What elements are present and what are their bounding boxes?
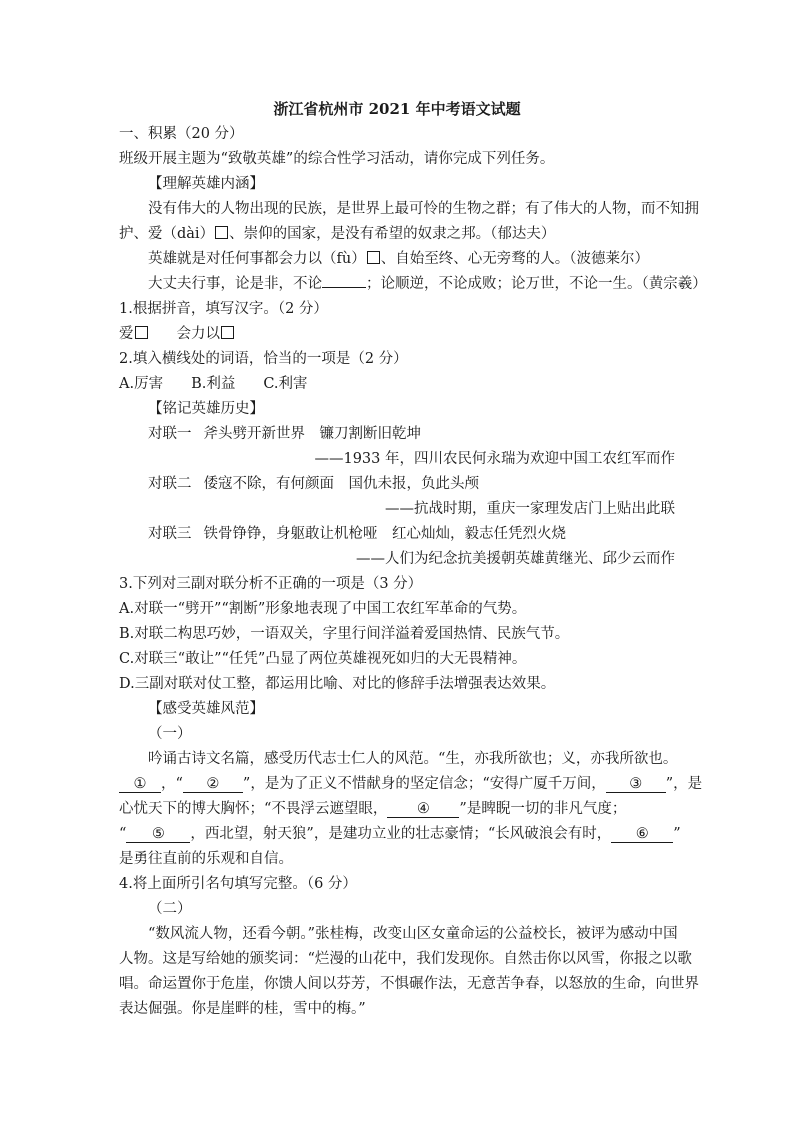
question-1-answers	[119, 323, 675, 345]
blank-5: ⑤	[126, 826, 190, 843]
passage-line: “数风流人物，还看今朝。”张桂梅，改变山区女童命运的公益校长，被评为感动中国	[148, 926, 678, 942]
passage-text: ”，是为了正义不惜献身的坚定信念；“安得广厦千万间，	[242, 776, 606, 792]
couplet-source: ——抗战时期，重庆一家理发店门上贴出此联	[385, 501, 675, 517]
answer-label: 爱	[119, 326, 134, 342]
couplet-source: ——1933 年，四川农民何永瑞为欢迎中国工农红军而作	[314, 451, 675, 467]
blank-2: ②	[183, 776, 243, 793]
blank-6: ⑥	[611, 826, 673, 843]
couplet-text: 倭寇不除，有何颜面 国仇未报，负此头颅	[203, 476, 479, 492]
passage-text: 心忧天下的博大胸怀；“不畏浮云遮望眼，	[119, 801, 388, 817]
option-c: C.对联三“敢让”“任凭”凸显了两位英雄视死如归的大无畏精神。	[119, 651, 527, 667]
option-b: B.利益	[191, 376, 236, 392]
passage-line: ① ，“ ② ”，是为了正义不惜献身的坚定信念；“安得广厦千万间， ③ ”，是	[119, 773, 675, 795]
passage-line: 是勇往直前的乐观和自信。	[119, 851, 293, 867]
couplet-1	[148, 423, 675, 445]
part-label-history: 【铭记英雄历史】	[148, 401, 264, 417]
couplet-3	[148, 523, 675, 545]
passage-line: 吟诵古诗文名篇，感受历代志士仁人的风范。“生，亦我所欲也；义，亦我所欲也。	[148, 751, 678, 767]
question-1-stem: 1.根据拼音，填写汉字。（2 分）	[119, 301, 328, 317]
couplet-name: 对联一	[148, 426, 192, 442]
passage-line	[119, 798, 675, 820]
couplet-name: 对联二	[148, 476, 192, 492]
quote-text: 英雄就是对任何事都会力以（fù）	[148, 251, 366, 267]
passage-line: 唱。命运置你于危崖，你馈人间以芬芳，不惧碾作法，无意苦争春，以怒放的生命，向世界	[119, 976, 699, 992]
answer-box	[135, 326, 148, 339]
part-label-understand: 【理解英雄内涵】	[148, 176, 264, 192]
answer-box	[367, 251, 380, 264]
option-d: D.三副对联对仗工整，都运用比喻、对比的修辞手法增强表达效果。	[119, 676, 556, 692]
passage-line: 表达倔强。你是崖畔的桂，雪中的梅。”	[119, 1001, 366, 1017]
option-c: C.利害	[263, 376, 308, 392]
passage-text: ”，是	[665, 776, 703, 792]
quote-text: 大丈夫行事，论是非，不论	[148, 276, 322, 292]
question-2-stem: 2.填入横线处的词语，恰当的一项是（2 分）	[119, 351, 408, 367]
option-b: B.对联二构思巧妙，一语双关，字里行间洋溢着爱国热情、民族气节。	[119, 626, 570, 642]
passage-text: ”是睥睨一切的非凡气度；	[459, 801, 627, 817]
question-4-stem: 4.将上面所引名句填写完整。（6 分）	[119, 876, 357, 892]
page-title: 浙江省杭州市 2021 年中考语文试题	[273, 100, 521, 118]
blank-4: ④	[387, 801, 459, 818]
quote-text: ；论顺逆，不论成败；论万世，不论一生。（黄宗羲）	[366, 276, 707, 292]
quote-line	[148, 248, 675, 270]
section-heading: 一、积累（20 分）	[119, 126, 244, 142]
answer-box	[221, 326, 234, 339]
question-2-options	[119, 373, 675, 395]
blank-3: ③	[606, 776, 666, 793]
passage-line: 人物。这是写给她的颁奖词：“烂漫的山花中，我们发现你。自然击你以风雪，你报之以歌	[119, 951, 692, 967]
section-intro: 班级开展主题为“致敬英雄”的综合性学习活动，请你完成下列任务。	[119, 151, 555, 167]
passage-line: “ ⑤ ，西北望，射天狼”，是建功立业的壮志豪情；“长风破浪会有时， ⑥ ”	[119, 826, 681, 842]
quote-text: 、自始至终、心无旁骛的人。（波德莱尔）	[380, 251, 649, 267]
subsection-2: （二）	[148, 901, 192, 917]
quote-line	[148, 273, 707, 295]
couplet-text: 铁骨铮铮，身躯敢让机枪哑 红心灿灿，毅志任凭烈火烧	[203, 526, 566, 542]
subsection-1: （一）	[148, 726, 192, 742]
couplet-2	[148, 473, 675, 495]
quote-line: 没有伟大的人物出现的民族，是世界上最可怜的生物之群；有了伟大的人物，而不知拥	[148, 201, 699, 217]
answer-label: 会力以	[176, 326, 220, 342]
quote-text: 护、爱（dài）	[119, 226, 215, 242]
answer-box	[215, 226, 228, 239]
part-label-feel: 【感受英雄风范】	[148, 701, 264, 717]
quote-text: 、崇仰的国家，是没有希望的奴隶之邦。（郁达夫）	[229, 226, 556, 242]
couplet-name: 对联三	[148, 526, 192, 542]
option-a: A.厉害	[119, 376, 164, 392]
option-a: A.对联一“劈开”“割断”形象地表现了中国工农红军革命的气势。	[119, 601, 527, 617]
couplet-source: ——人们为纪念抗美援朝英雄黄继光、邱少云而作	[356, 551, 675, 567]
fill-blank	[322, 287, 366, 288]
blank-1: ①	[119, 776, 161, 793]
quote-line	[119, 223, 675, 245]
couplet-text: 斧头劈开新世界 镰刀割断旧乾坤	[203, 426, 421, 442]
question-3-stem: 3.下列对三副对联分析不正确的一项是（3 分）	[119, 576, 423, 592]
passage-text: ，西北望，射天狼”，是建功立业的壮志豪情；“长风破浪会有时，	[190, 826, 612, 842]
